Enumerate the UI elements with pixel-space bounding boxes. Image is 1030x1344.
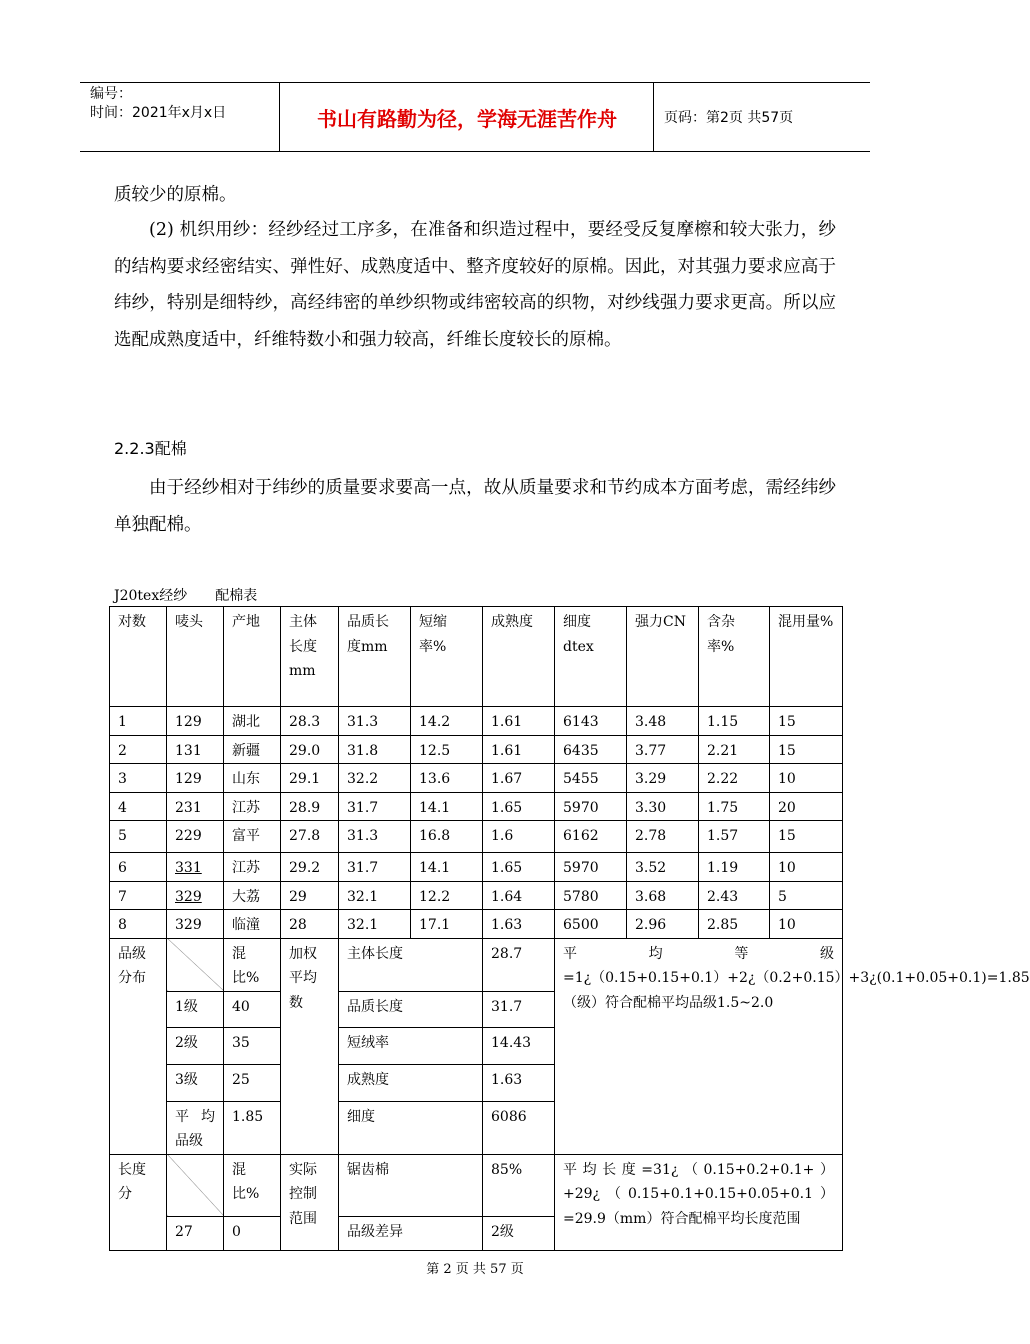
table-cell: 29 — [281, 881, 339, 910]
table-cell: 12.2 — [411, 881, 483, 910]
table-cell: 29.0 — [281, 735, 339, 764]
table-cell: 1.65 — [483, 853, 555, 882]
table-cell: 29.2 — [281, 853, 339, 882]
table-cell: 31.3 — [339, 707, 411, 736]
grade-mix-header: 混比% — [224, 938, 281, 991]
grade-distribution-label: 品级分布 — [110, 938, 167, 1154]
page-header — [80, 82, 870, 152]
table-cell: 28.9 — [281, 792, 339, 821]
table-cell: 129 — [167, 764, 224, 793]
table-cell: 1.75 — [699, 792, 770, 821]
col-header: 唛头 — [167, 607, 224, 707]
table-cell: 湖北 — [224, 707, 281, 736]
diagonal-cell — [167, 1154, 224, 1216]
table-row — [110, 881, 843, 910]
table-cell: 6500 — [555, 910, 627, 939]
table-cell: 31.7 — [339, 792, 411, 821]
table-cell: 1.67 — [483, 764, 555, 793]
table-cell: 1.19 — [699, 853, 770, 882]
table-cell: 17.1 — [411, 910, 483, 939]
paragraph-3: 由于经纱相对于纬纱的质量要求要高一点，故从质量要求和节约成本方面考虑，需经纬纱单独配棉。 — [114, 478, 836, 535]
page-footer: 第 2 页 共 57 页 — [426, 1262, 524, 1277]
table-cell: 131 — [167, 735, 224, 764]
table-cell: 1.6 — [483, 821, 555, 853]
table-cell: 2.85 — [699, 910, 770, 939]
table-cell: 31.3 — [339, 821, 411, 853]
table-cell: 3.29 — [627, 764, 699, 793]
col-header: 品质长度mm — [339, 607, 411, 707]
length-value-label: 27 — [167, 1216, 224, 1250]
table-cell: 2.21 — [699, 735, 770, 764]
table-cell: 31.8 — [339, 735, 411, 764]
table-row — [110, 707, 843, 736]
table-cell: 16.8 — [411, 821, 483, 853]
col-header: 主体长度mm — [281, 607, 339, 707]
header-page-info: 页码：第2页 共57页 — [664, 110, 794, 126]
table-cell: 1.64 — [483, 881, 555, 910]
grade-level-name: 2级 — [167, 1027, 224, 1064]
table-cell: 1.57 — [699, 821, 770, 853]
table-cell: 6143 — [555, 707, 627, 736]
length-distribution-label: 长度分 — [110, 1154, 167, 1250]
table-cell: 3 — [110, 764, 167, 793]
table-cell: 1.15 — [699, 707, 770, 736]
table-row — [110, 910, 843, 939]
weighted-value: 6086 — [483, 1101, 555, 1154]
table-cell: 14.1 — [411, 792, 483, 821]
table-cell: 28.3 — [281, 707, 339, 736]
col-header: 细度dtex — [555, 607, 627, 707]
table-cell: 329 — [167, 910, 224, 939]
table-cell: 8 — [110, 910, 167, 939]
paragraph-1: 质较少的原棉。 — [114, 185, 237, 205]
grade-level-value: 1.85 — [224, 1101, 281, 1154]
length-note: 平均长度=31¿（0.15+0.2+0.1+）+29¿（0.15+0.1+0.15+0.05+0.1）=29.9（mm）符合配棉平均长度范围 — [555, 1154, 843, 1250]
diagonal-cell — [167, 938, 224, 991]
table-cell: 331 — [167, 853, 224, 882]
table-cell: 14.2 — [411, 707, 483, 736]
section-heading: 2.2.3配棉 — [114, 439, 187, 458]
table-row — [110, 821, 843, 853]
weighted-value: 14.43 — [483, 1027, 555, 1064]
paragraph-2: (2) 机织用纱：经纱经过工序多，在准备和织造过程中，要经受反复摩檫和较大张力，纱的结构要求经密结实、弹性好、成熟度适中、整齐度较好的原棉。因此，对其强力要求应高于纬纱，特别是细特纱，高经纬密的单纱织物或纬密较高的织物，对纱线强力要求更高。所以应选配成熟度适中，纤维特数小和强力较高，纤维长度较长的原棉。 — [114, 220, 836, 350]
length-row — [110, 1154, 843, 1216]
control-value: 85% — [483, 1154, 555, 1216]
grade-row — [110, 938, 843, 991]
grade-level-value: 35 — [224, 1027, 281, 1064]
table-cell: 329 — [167, 881, 224, 910]
table-cell: 山东 — [224, 764, 281, 793]
table-cell: 3.30 — [627, 792, 699, 821]
table-cell: 3.68 — [627, 881, 699, 910]
table-cell: 129 — [167, 707, 224, 736]
cotton-blending-table — [109, 606, 1030, 1251]
col-header: 强力CN — [627, 607, 699, 707]
table-cell: 229 — [167, 821, 224, 853]
table-cell: 2.43 — [699, 881, 770, 910]
grade-level-name: 3级 — [167, 1064, 224, 1101]
table-cell: 7 — [110, 881, 167, 910]
table-cell: 2 — [110, 735, 167, 764]
weighted-value: 1.63 — [483, 1064, 555, 1101]
weighted-value: 31.7 — [483, 991, 555, 1027]
table-cell: 15 — [770, 707, 843, 736]
table-cell: 5 — [110, 821, 167, 853]
table-cell: 3.52 — [627, 853, 699, 882]
table-cell: 13.6 — [411, 764, 483, 793]
table-cell: 1.65 — [483, 792, 555, 821]
weighted-name: 主体长度 — [339, 938, 483, 991]
table-cell: 4 — [110, 792, 167, 821]
grade-level-value: 25 — [224, 1064, 281, 1101]
table-cell: 14.1 — [411, 853, 483, 882]
table-cell: 32.1 — [339, 881, 411, 910]
grade-level-name: 平均品级 — [167, 1101, 224, 1154]
table-cell: 31.7 — [339, 853, 411, 882]
table-cell: 10 — [770, 853, 843, 882]
weighted-name: 短绒率 — [339, 1027, 483, 1064]
table-cell: 28 — [281, 910, 339, 939]
table-cell: 32.1 — [339, 910, 411, 939]
grade-level-name: 1级 — [167, 991, 224, 1027]
table-cell: 临潼 — [224, 910, 281, 939]
table-cell: 2.96 — [627, 910, 699, 939]
col-header: 短缩率% — [411, 607, 483, 707]
col-header: 含杂率% — [699, 607, 770, 707]
col-header: 混用量% — [770, 607, 843, 707]
grade-level-value: 40 — [224, 991, 281, 1027]
header-motto: 书山有路勤为径，学海无涯苦作舟 — [281, 83, 654, 151]
table-cell: 2.78 — [627, 821, 699, 853]
table-cell: 1 — [110, 707, 167, 736]
table-header-row — [110, 607, 843, 707]
table-cell: 1.63 — [483, 910, 555, 939]
table-cell: 20 — [770, 792, 843, 821]
table-cell: 10 — [770, 764, 843, 793]
weighted-name: 成熟度 — [339, 1064, 483, 1101]
table-cell: 2.22 — [699, 764, 770, 793]
control-range-label: 实际控制范围 — [281, 1154, 339, 1250]
weighted-average-label: 加权平均数 — [281, 938, 339, 1154]
table-cell: 12.5 — [411, 735, 483, 764]
table-cell: 5970 — [555, 792, 627, 821]
header-meta — [80, 83, 280, 151]
table-row — [110, 853, 843, 882]
table-cell: 6 — [110, 853, 167, 882]
length-mix-header: 混比% — [224, 1154, 281, 1216]
table-cell: 27.8 — [281, 821, 339, 853]
table-cell: 5780 — [555, 881, 627, 910]
serial-label: 编号： — [90, 86, 132, 102]
table-cell: 5455 — [555, 764, 627, 793]
table-cell: 15 — [770, 821, 843, 853]
table-cell: 1.61 — [483, 735, 555, 764]
control-name: 锯齿棉 — [339, 1154, 483, 1216]
table-cell: 富平 — [224, 821, 281, 853]
table-cell: 10 — [770, 910, 843, 939]
table-row — [110, 764, 843, 793]
table-cell: 3.48 — [627, 707, 699, 736]
table-cell: 5970 — [555, 853, 627, 882]
date-label: 时间：2021年x月x日 — [90, 105, 227, 121]
grade-note: 平均等级=1¿（0.15+0.15+0.1）+2¿（0.2+0.15）+3¿(0.1+0.05+0.1)=1.85（级）符合配棉平均品级1.5~2.0 — [555, 938, 843, 1154]
table-cell: 大荔 — [224, 881, 281, 910]
table-cell: 5 — [770, 881, 843, 910]
col-header: 成熟度 — [483, 607, 555, 707]
table-row — [110, 735, 843, 764]
length-value: 0 — [224, 1216, 281, 1250]
table-cell: 1.61 — [483, 707, 555, 736]
table-caption: J20tex经纱 配棉表 — [114, 588, 258, 604]
control-name: 品级差异 — [339, 1216, 483, 1250]
col-header: 对数 — [110, 607, 167, 707]
weighted-name: 品质长度 — [339, 991, 483, 1027]
table-cell: 江苏 — [224, 853, 281, 882]
weighted-value: 28.7 — [483, 938, 555, 991]
table-cell: 15 — [770, 735, 843, 764]
table-cell: 3.77 — [627, 735, 699, 764]
control-value: 2级 — [483, 1216, 555, 1250]
table-cell: 新疆 — [224, 735, 281, 764]
table-cell: 29.1 — [281, 764, 339, 793]
table-row — [110, 792, 843, 821]
table-cell: 6435 — [555, 735, 627, 764]
weighted-name: 细度 — [339, 1101, 483, 1154]
table-cell: 231 — [167, 792, 224, 821]
table-cell: 32.2 — [339, 764, 411, 793]
table-cell: 江苏 — [224, 792, 281, 821]
col-header: 产地 — [224, 607, 281, 707]
table-cell: 6162 — [555, 821, 627, 853]
